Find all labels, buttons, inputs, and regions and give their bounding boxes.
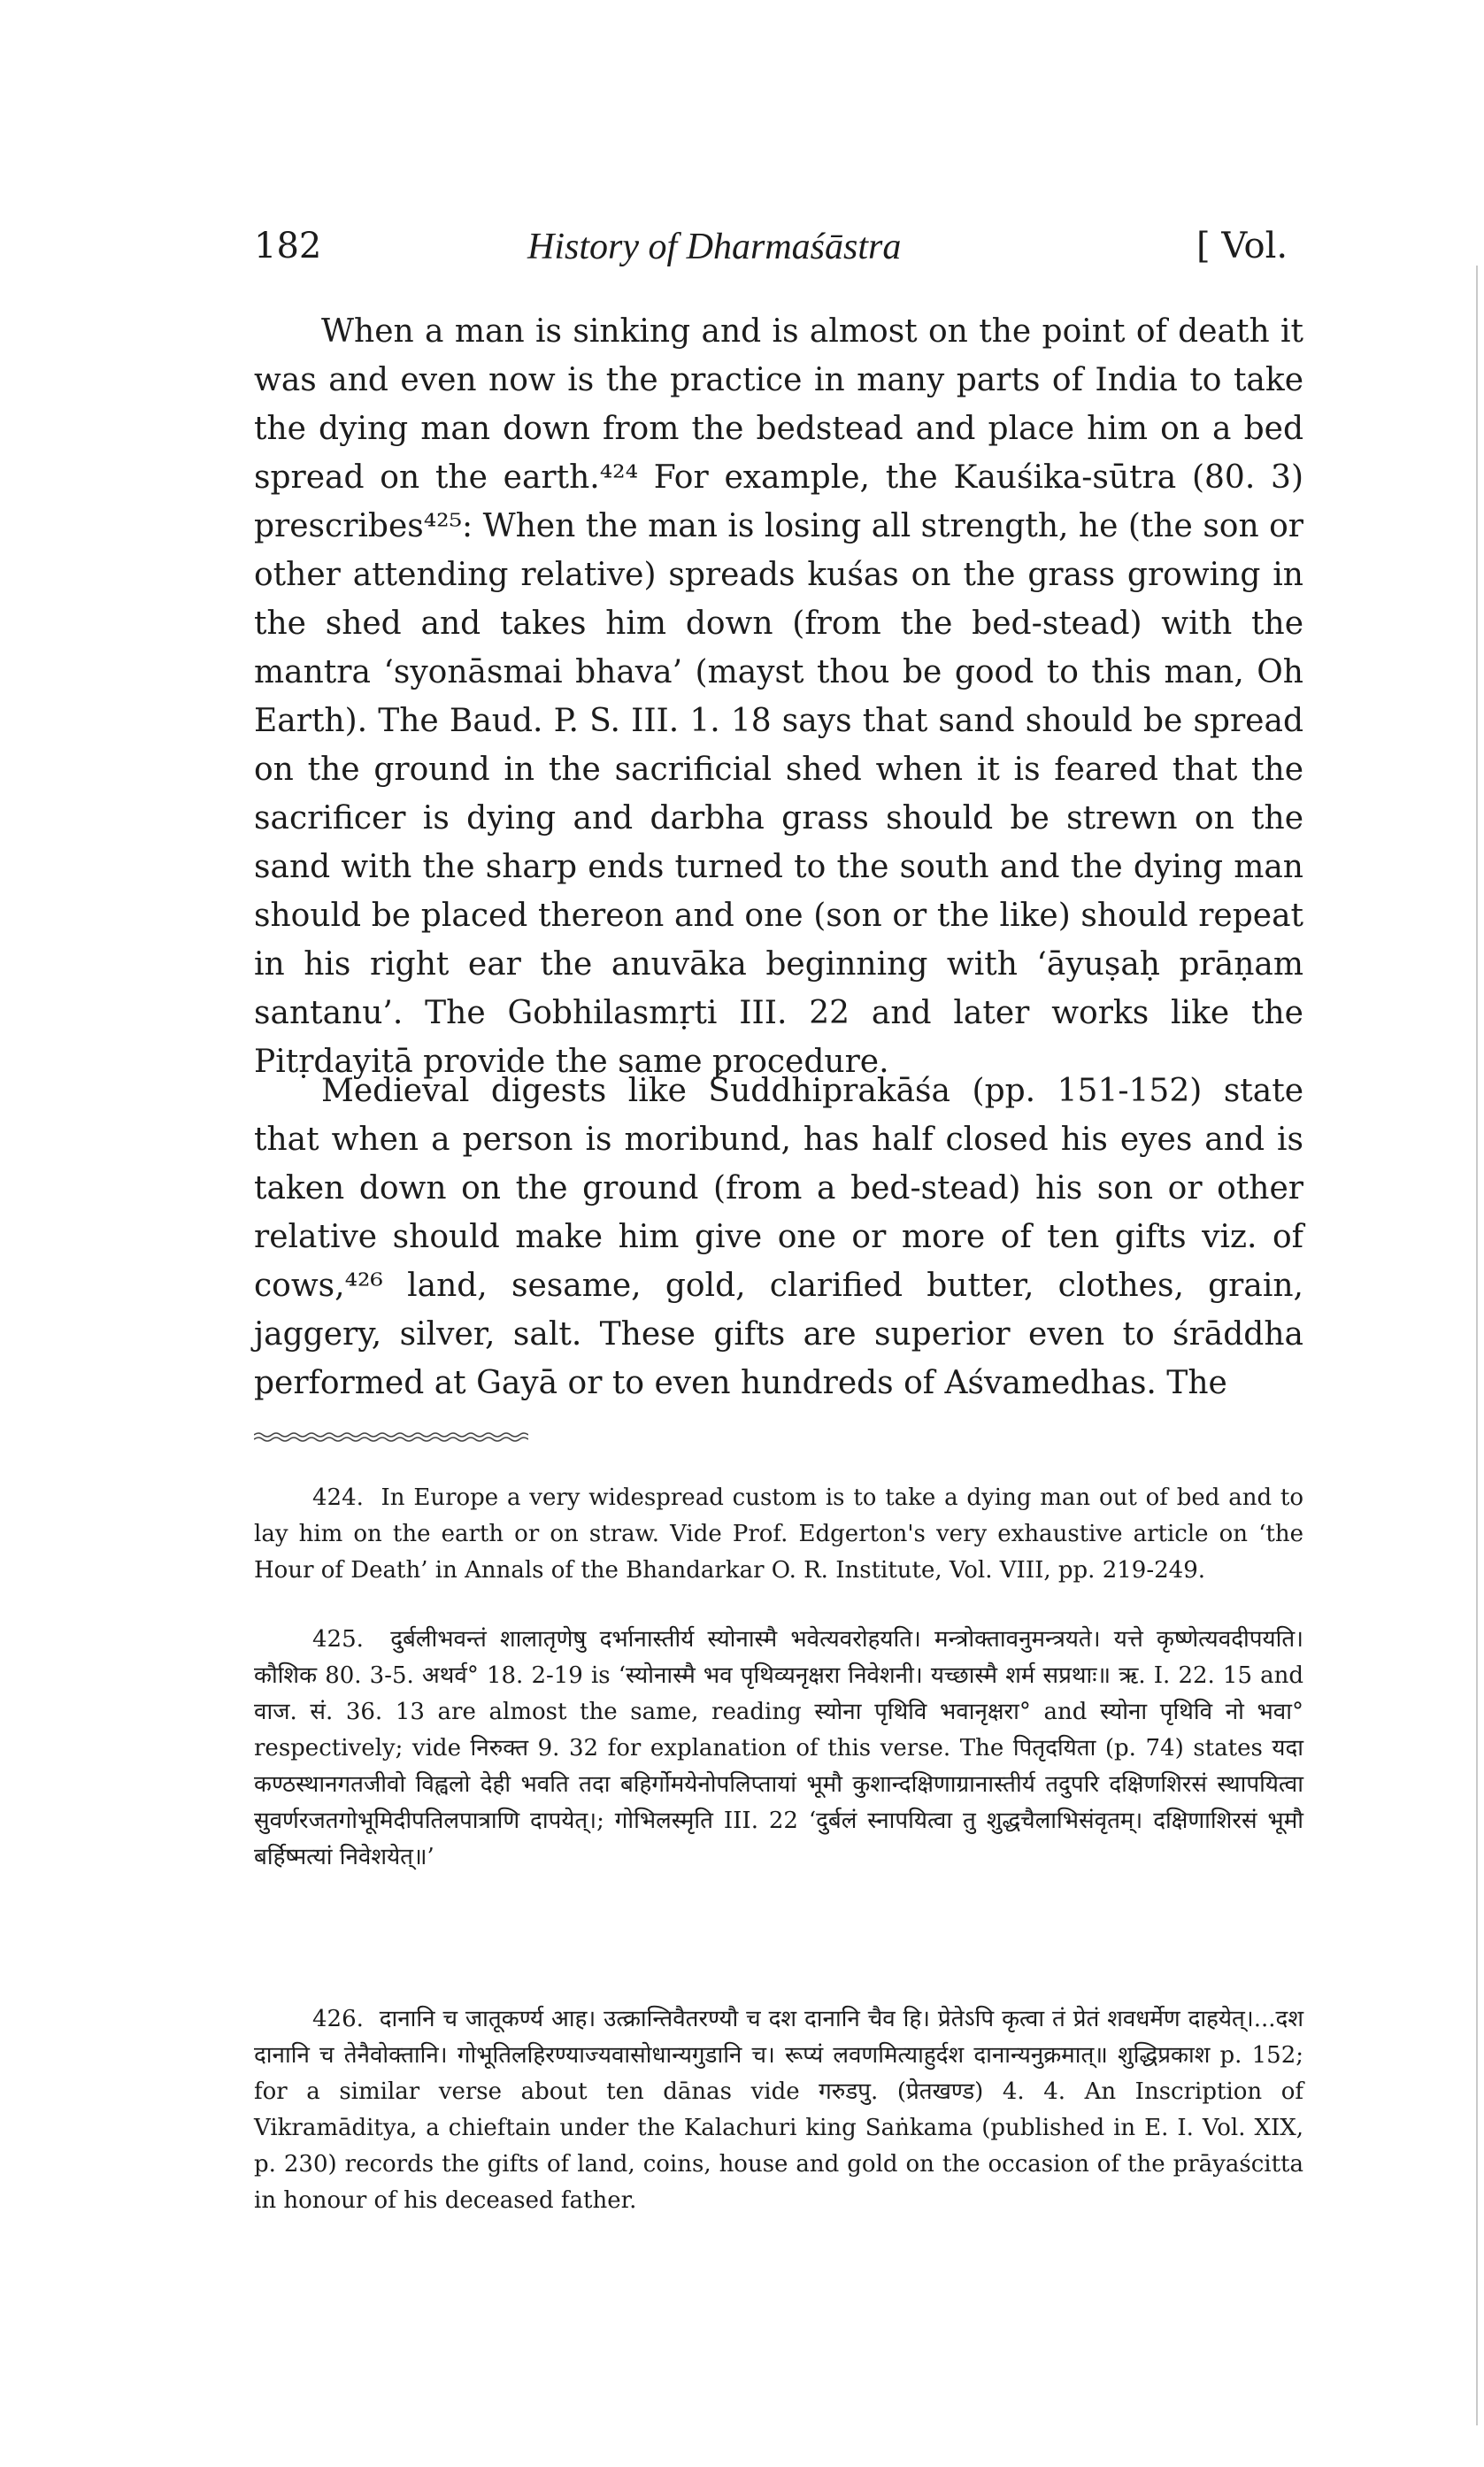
footnote-425 (254, 1622, 1303, 1876)
paragraph-1-block (254, 307, 1303, 1086)
paragraph-2: Medieval digests like Śuddhiprakāśa (pp. 151-152) state that when a person is moribund, has half closed his eyes and is taken down on the ground (from a bed-stead) his son or other relative should make him give one or more of ten gifts viz. of cows,⁴²⁶ land, sesame, gold, clarified butter, clothes, grain, jaggery, silver, salt. These gifts are superior even to śrāddha performed at Gayā or to even hundreds of Aśvamedhas. The (254, 1073, 1303, 1401)
footnote-separator (254, 1430, 528, 1443)
page-number: 182 (254, 226, 322, 266)
running-title: History of Dharmaśāstra (527, 227, 902, 267)
footnote-424 (254, 1480, 1303, 1589)
footnote-number: 425. (312, 1626, 364, 1653)
paragraph-2-block (254, 1067, 1303, 1407)
paragraph-1: When a man is sinking and is almost on the point of death it was and even now is the practice in many parts of India to take the dying man down from the bedstead and place him on a bed spread on the earth.⁴²⁴ For example, the Kauśika-sūtra (80. 3) prescribes⁴²⁵: When the man is losing all strength, he (the son or other attending relative) spreads kuśas on the grass growing in the shed and takes him down (from the bed-stead) with the mantra ‘syonāsmai bhava’ (mayst thou be good to this man, Oh Earth). The Baud. P. S. III. 1. 18 says that sand should be spread on the ground in the sacrificial shed when it is feared that the sacrificer is dying and darbha grass should be strewn on the sand with the sharp ends turned to the south and the dying man should be placed thereon and one (son or the like) should repeat in his right ear the anuvāka beginning with ‘āyuṣaḥ prāṇam santanu’. The Gobhilasmṛti III. 22 and later works like the Pitṛdayitā provide the same procedure. (254, 313, 1303, 1080)
footnote-text: दानानि च जातूकर्ण्य आह। उत्क्रान्तिवैतरण्यौ च दश दानानि चैव हि। प्रेतेऽपि कृत्वा तं प्रेतं शवधर्मेण दाहयेत्।...दश दानानि च तेनैवोक्तानि। गोभूतिलहिरण्याज्यवासोधान्यगुडानि च। रूप्यं लवणमित्याहुर्दश दानान्यनुक्रमात्॥ शुद्धिप्रकाश p. 152; for a similar verse about ten dānas vide गरुडपु. (प्रेतखण्ड) 4. 4. An Inscription of Vikramāditya, a chieftain under the Kalachuri king Saṅkama (published in E. I. Vol. XIX, p. 230) records the gifts of land, coins, house and gold on the occasion of the prāyaścitta in honour of his deceased father. (254, 2006, 1303, 2214)
footnote-number: 424. (312, 1484, 364, 1511)
footnote-number: 426. (312, 2006, 364, 2032)
volume-label: [ Vol. (1196, 226, 1288, 266)
footnote-426 (254, 2001, 1303, 2219)
footnote-text: In Europe a very widespread custom is to take a dying man out of bed and to lay him on the earth or on straw. Vide Prof. Edgerton's very exhaustive article on ‘the Hour of Death’ in Annals of the Bhandarkar O. R. Institute, Vol. VIII, pp. 219-249. (254, 1484, 1304, 1584)
scan-edge-line (1476, 266, 1478, 2425)
footnote-text: दुर्बलीभवन्तं शालातृणेषु दर्भानास्तीर्य स्योनास्मै भवेत्यवरोहयति। मन्त्रोक्तावनुमन्त्रयते। यत्ते कृष्णेत्यवदीपयति। कौशिक 80. 3-5. अथर्व° 18. 2-19 is ‘स्योनास्मै भव पृथिव्यनृक्षरा निवेशनी। यच्छास्मै शर्म सप्रथाः॥ ऋ. I. 22. 15 and वाज. सं. 36. 13 are almost the same, reading स्योना पृथिवि भवानृक्षरा° and स्योना पृथिवि नो भवा° respectively; vide निरुक्त 9. 32 for explanation of this verse. The पितृदयिता (p. 74) states यदा कण्ठस्थानगतजीवो विह्वलो देही भवति तदा बहिर्गोमयेनोपलिप्तायां भूमौ कुशान्दक्षिणाग्रानास्तीर्य तदुपरि दक्षिणशिरसं स्थापयित्वा सुवर्णरजतगोभूमिदीपतिलपात्राणि दापयेत्।; गोभिलस्मृति III. 22 ‘दुर्बलं स्नापयित्वा तु शुद्धचैलाभिसंवृतम्। दक्षिणाशिरसं भूमौ बर्हिष्मत्यां निवेशयेत्॥’ (254, 1626, 1303, 1870)
